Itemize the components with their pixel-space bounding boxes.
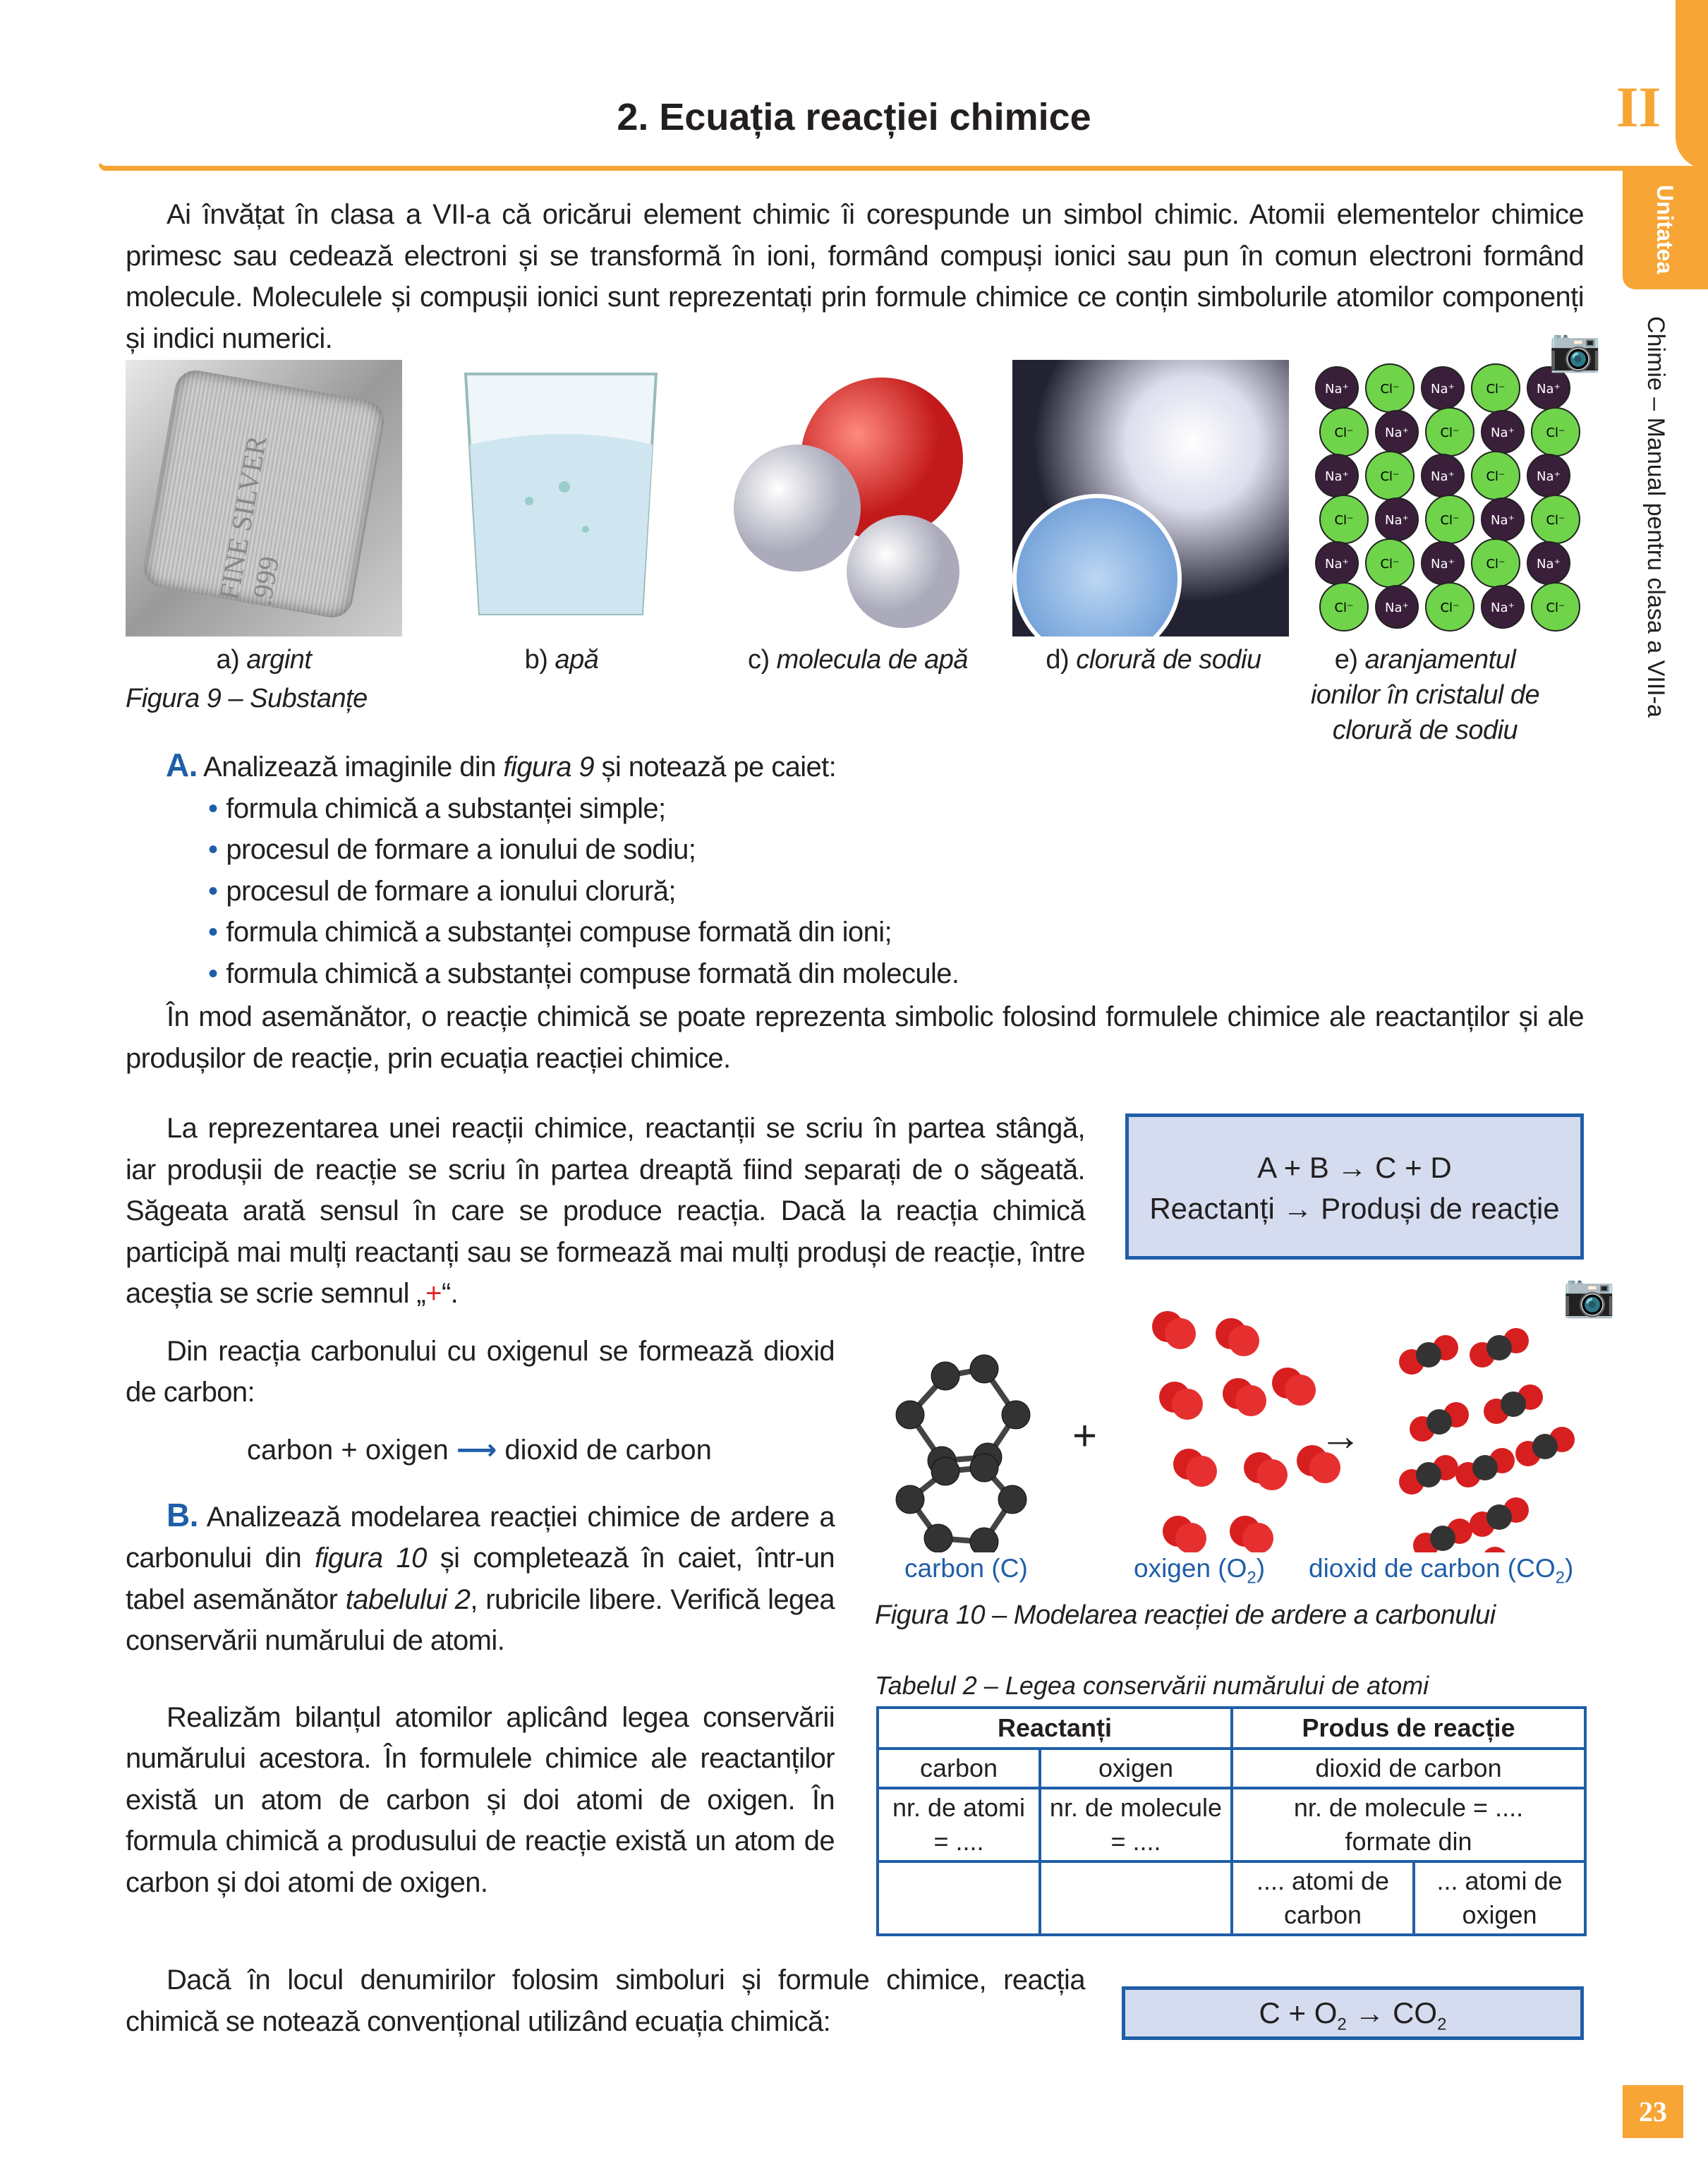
eq-left: C + O	[1259, 1996, 1338, 2029]
task-a-text: Analizează imaginile din	[203, 751, 504, 783]
task-a	[166, 747, 1283, 994]
task-a-list	[208, 788, 1283, 995]
task-b-text: și completează în caiet, într-un tabel asemănător	[126, 1543, 835, 1615]
task-a-letter: A.	[166, 747, 198, 783]
carbon-atom	[1472, 1455, 1498, 1480]
oxygen-atom	[1165, 1318, 1196, 1349]
table-cell: oxigen	[1040, 1749, 1232, 1788]
list-item: • procesul de formare a ionului clorură;	[208, 871, 1283, 912]
list-item: • formula chimică a substanței simple;	[208, 788, 1283, 830]
figure10-caption: Figura 10 – Modelarea reacției de ardere a carbonului	[875, 1600, 1496, 1630]
unit-tab	[1676, 0, 1708, 169]
list-item: • procesul de formare a ionului de sodiu;	[208, 829, 1283, 871]
ion-label: Cl⁻	[1486, 469, 1506, 484]
table-cell: carbon	[878, 1749, 1040, 1788]
ion-label: Na⁺	[1431, 469, 1455, 484]
list-item: • formula chimică a substanței compuse formată din molecule.	[208, 953, 1283, 995]
water-molecule-image	[720, 360, 996, 636]
ion-label: Na⁺	[1325, 382, 1349, 397]
oxygen-atom	[1186, 1456, 1217, 1487]
atom-conservation-table	[876, 1706, 1587, 1936]
ion-label: Na⁺	[1537, 469, 1561, 484]
label-close: )	[1256, 1554, 1266, 1583]
arrow-icon: ⟶	[456, 1434, 497, 1466]
ion-label: Cl⁻	[1380, 557, 1400, 572]
paragraph-6: Dacă în locul denumirilor folosim simboluri și formule chimice, reacția chimică se notează convențional utilizând ecuația chimică:	[126, 1964, 1085, 2037]
caption-a: argint	[246, 645, 312, 675]
carbon-atom	[931, 1362, 959, 1390]
ion-label: Cl⁻	[1440, 600, 1460, 615]
task-b	[126, 1497, 835, 1662]
table-cell: nr. de molecule = .... formate din	[1232, 1788, 1585, 1861]
para3-text: La reprezentarea unei reacții chimice, reactanții se scriu în partea stângă, iar produșii de reacție se scriu în partea dreaptă fiind separați de o săgeată. Săgeata arată sensul în care se produce reacția. Dacă la reacția chimică participă mai mulți reactanți sau se formează mai mulți produși de reacție, între aceștia se scrie semnul „	[126, 1113, 1085, 1309]
ion-label: Cl⁻	[1440, 425, 1460, 440]
table2-caption: Tabelul 2 – Legea conservării numărului de atomi	[875, 1671, 1429, 1700]
page-title: 2. Ecuația reacției chimice	[617, 96, 1091, 138]
carbon-atom	[998, 1485, 1026, 1514]
task-a-flow	[126, 747, 1283, 994]
ion-label: Na⁺	[1491, 513, 1515, 528]
camera-icon: 📷	[1549, 326, 1601, 373]
carbon-atom	[1501, 1392, 1526, 1417]
figure9-caption: Figura 9 – Substanțe	[126, 684, 368, 713]
ion-label: Cl⁻	[1440, 513, 1460, 528]
carbon-atom	[931, 1457, 959, 1485]
plus-sign: +	[425, 1278, 442, 1309]
label-close: )	[1564, 1554, 1574, 1583]
carbon-atom	[1532, 1434, 1558, 1459]
ion-label: Na⁺	[1491, 425, 1515, 440]
table-cell: .... atomi de carbon	[1232, 1861, 1414, 1935]
carbon-atom	[896, 1485, 924, 1514]
ion-label: Cl⁻	[1486, 557, 1506, 572]
unit-label: Unitatea	[1652, 185, 1678, 274]
caption-c: molecula de apă	[776, 645, 969, 675]
label-oxygen	[1134, 1554, 1265, 1588]
ion-label: Cl⁻	[1546, 513, 1565, 528]
paragraph-2: În mod asemănător, o reacție chimică se poate reprezenta simbolic folosind formulele chimice ale reactanților și ale produșilor de reacție, prin ecuația reacției chimice.	[126, 1001, 1584, 1074]
ion-label: Cl⁻	[1546, 425, 1565, 440]
page-number: 23	[1623, 2085, 1683, 2138]
label-carbon: carbon (C)	[904, 1554, 1028, 1583]
carbon-atom	[1416, 1342, 1441, 1368]
carbon-atom	[1416, 1462, 1441, 1487]
word-eq-left: carbon + oxigen	[247, 1434, 449, 1466]
table-cell: ... atomi de oxigen	[1414, 1861, 1585, 1935]
caption-letter: e)	[1334, 645, 1358, 675]
ion-label: Na⁺	[1385, 425, 1409, 440]
word-eq-right: dioxid de carbon	[504, 1434, 712, 1466]
ion-label: Na⁺	[1431, 382, 1455, 397]
carbon-atom	[924, 1524, 952, 1552]
carbon-atom	[970, 1454, 998, 1482]
carbon-atom	[970, 1528, 998, 1552]
subscript: 2	[1337, 2015, 1347, 2034]
label-co2	[1309, 1554, 1573, 1588]
ion-label: Cl⁻	[1380, 382, 1400, 397]
table-cell: nr. de molecule = ....	[1040, 1788, 1232, 1861]
ion-label: Na⁺	[1537, 557, 1561, 572]
oxygen-atom	[1235, 1385, 1266, 1416]
chemical-equation-box	[1122, 1986, 1584, 2040]
caption-letter: a)	[216, 645, 240, 675]
list-item: • formula chimică a substanței compuse formată din ioni;	[208, 912, 1283, 953]
ion-label: Na⁺	[1431, 557, 1455, 572]
table-cell-empty	[878, 1861, 1040, 1935]
task-a-text: și notează pe caiet:	[594, 751, 837, 783]
camera-icon: 📷	[1563, 1272, 1616, 1319]
scheme-line-1: A + B → C + D	[1257, 1151, 1452, 1184]
nacl-crystal-image	[1309, 360, 1585, 636]
table-cell-empty	[1040, 1861, 1232, 1935]
carbon-atom	[1486, 1335, 1512, 1360]
label-text: oxigen (O	[1134, 1554, 1247, 1583]
header-reactants: Reactanți	[878, 1708, 1232, 1749]
ion-label: Cl⁻	[1546, 600, 1565, 615]
figure-ref: figura 9	[503, 751, 595, 783]
table-ref: tabelului 2	[345, 1583, 471, 1615]
caption-e: aranjamentul ionilor în cristalul de clorură de sodiu	[1310, 645, 1540, 745]
ion-label: Na⁺	[1491, 600, 1515, 615]
silver-bar-image	[126, 360, 402, 636]
ion-label: Cl⁻	[1334, 513, 1354, 528]
figure10-model	[878, 1270, 1584, 1552]
carbon-atom	[1427, 1409, 1452, 1435]
reaction-scheme-box	[1125, 1113, 1584, 1260]
task-b-text: Analizează modelarea reacției chimice de ardere a carbonului din	[126, 1501, 835, 1574]
plus-symbol: +	[1072, 1412, 1098, 1459]
caption-letter: b)	[524, 645, 548, 675]
figure-ref: figura 10	[315, 1543, 427, 1574]
ion-label: Na⁺	[1537, 382, 1561, 397]
carbon-atom	[1002, 1401, 1030, 1429]
carbon-atom	[896, 1401, 924, 1429]
scheme-line-2: Reactanți → Produși de reacție	[1149, 1192, 1560, 1225]
sodium-chloride-image	[1012, 360, 1289, 636]
ion-label: Na⁺	[1325, 469, 1349, 484]
ion-label: Na⁺	[1385, 513, 1409, 528]
caption-d: clorură de sodiu	[1076, 645, 1261, 675]
caption-letter: d)	[1046, 645, 1070, 675]
oxygen-atom	[1285, 1375, 1316, 1406]
book-title: Chimie – Manual pentru clasa a VIII-a	[1642, 316, 1669, 718]
caption-b: apă	[555, 645, 599, 675]
ion-label: Cl⁻	[1380, 469, 1400, 484]
table-cell: dioxid de carbon	[1232, 1749, 1585, 1788]
carbon-atom	[1430, 1526, 1455, 1551]
oxygen-atom	[1172, 1389, 1203, 1420]
subscript: 2	[1437, 2015, 1447, 2034]
water-glass-image	[423, 360, 700, 636]
para3-end: “.	[441, 1278, 459, 1309]
caption-letter: c)	[747, 645, 770, 675]
label-text: dioxid de carbon (CO	[1309, 1554, 1556, 1583]
subscript: 2	[1555, 1568, 1565, 1588]
carbon-atom	[970, 1355, 998, 1383]
ion-label: Cl⁻	[1486, 382, 1506, 397]
ion-label: Na⁺	[1385, 600, 1409, 615]
intro-paragraph: Ai învățat în clasa a VII-a că oricărui element chimic îi corespunde un simbol chimic. Atomii elementelor chimice primesc sau cedează electroni și se transformă în ioni, formând compuși ionici sau pun în comun electroni formând molecule. Moleculele și compușii ionici sunt reprezentați prin formule chimice ce conțin simbolurile atomilor componenți și indici numerici.	[126, 199, 1584, 354]
task-b-text: , rubricile libere. Verifică legea conservării numărului de atomi.	[126, 1583, 835, 1656]
paragraph-5: Realizăm bilanțul atomilor aplicând legea conservării numărului acestora. În formulele chimice ale reactanților există un atom de carbon și doi atomi de oxigen. În formula chimică a produsului de reacție există un atom de carbon și doi atomi de oxigen.	[126, 1701, 835, 1898]
oxygen-atom	[1242, 1523, 1273, 1552]
ion-label: Na⁺	[1325, 557, 1349, 572]
paragraph-4: Din reacția carbonului cu oxigenul se formează dioxid de carbon:	[126, 1335, 835, 1408]
task-b-letter: B.	[166, 1496, 198, 1533]
oxygen-atom	[1228, 1325, 1259, 1356]
header-product: Produs de reacție	[1232, 1708, 1585, 1749]
subscript: 2	[1247, 1568, 1256, 1588]
oxygen-atom	[1175, 1523, 1206, 1552]
carbon-atom	[1486, 1504, 1512, 1530]
unit-number: II	[1616, 75, 1661, 139]
silver-engraving: FINE SILVER .999	[140, 367, 387, 620]
reaction-arrow: →	[1319, 1412, 1362, 1459]
table-cell: nr. de atomi = ....	[878, 1788, 1040, 1861]
ion-label: Cl⁻	[1334, 600, 1354, 615]
oxygen-atom	[1482, 1547, 1508, 1552]
eq-right: → CO	[1346, 1996, 1438, 2029]
oxygen-atom	[1256, 1459, 1288, 1490]
ion-label: Cl⁻	[1334, 425, 1354, 440]
header-rule	[99, 164, 1672, 171]
